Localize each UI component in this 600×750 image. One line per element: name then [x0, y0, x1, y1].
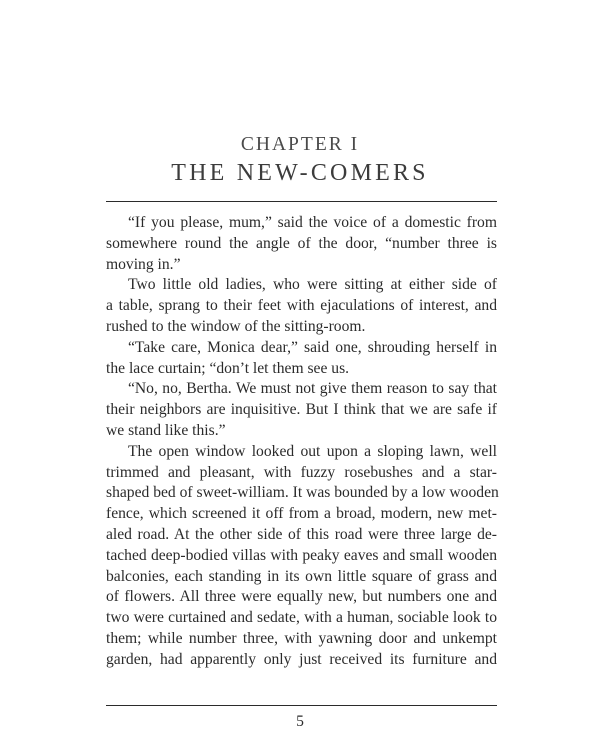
- text-line: we stand like this.”: [106, 421, 226, 439]
- text-line: balconies, each standing in its own little square of grass and: [106, 567, 497, 585]
- text-line: tached deep-bodied villas with peaky eaves and small wooden: [106, 546, 497, 564]
- text-line: their neighbors are inquisitive. But I think that we are safe if: [106, 401, 497, 419]
- text-line: a table, sprang to their feet with ejaculations of interest, and: [106, 297, 497, 315]
- text-line: two were curtained and sedate, with a human, sociable look to: [106, 609, 497, 627]
- page-number: 5: [296, 713, 304, 730]
- text-line: of flowers. All three were equally new, but numbers one and: [106, 588, 497, 606]
- text-line: “Take care, Monica dear,” said one, shrouding herself in: [128, 338, 497, 356]
- text-line: aled road. At the other side of this road were three large de-: [106, 525, 497, 543]
- footer-rule: [106, 705, 497, 706]
- body-text: [106, 213, 497, 671]
- text-line: “If you please, mum,” said the voice of a domestic from: [128, 214, 497, 231]
- text-line: garden, had apparently only just received its furniture and: [106, 650, 497, 668]
- text-line: trimmed and pleasant, with fuzzy rosebushes and a star-: [106, 463, 497, 481]
- text-line: somewhere round the angle of the door, “number three is: [106, 234, 497, 252]
- text-line: moving in.”: [106, 255, 181, 273]
- text-line: rushed to the window of the sitting-room.: [106, 317, 366, 335]
- text-line: them; while number three, with yawning door and unkempt: [106, 629, 497, 647]
- header-rule: [106, 201, 497, 202]
- text-line: Two little old ladies, who were sitting at either side of: [128, 276, 497, 294]
- text-line: The open window looked out upon a sloping lawn, well: [128, 442, 497, 460]
- chapter-number: CHAPTER I: [240, 134, 360, 155]
- text-line: the lace curtain; “don’t let them see us.: [106, 359, 350, 377]
- text-line: “No, no, Bertha. We must not give them reason to say that: [128, 380, 497, 398]
- text-line: fence, which screened it off from a broad, modern, new met-: [106, 505, 497, 523]
- text-line: shaped bed of sweet-william. It was bounded by a low wooden: [106, 484, 499, 502]
- chapter-title: THE NEW-COMERS: [171, 160, 429, 186]
